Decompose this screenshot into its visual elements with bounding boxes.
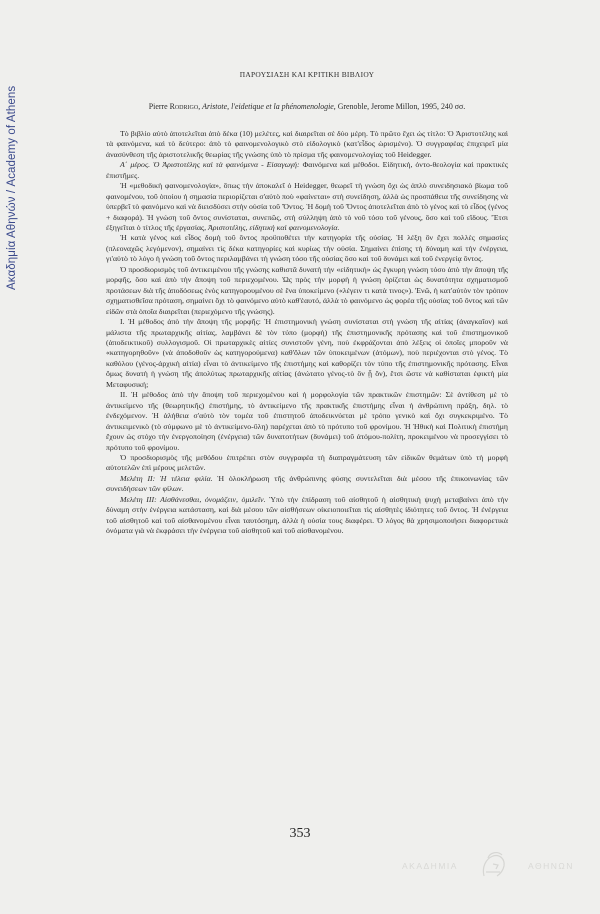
part-a-heading: Α΄ μέρος. Ὁ Ἀριστοτέλης καὶ τὰ φαινόμενα - Εἰσαγωγή: — [120, 160, 300, 170]
study-3-heading: Μελέτη ΙΙΙ: Αἰσθάνεσθαι, ὀνομάζειν, ὁμιλεῖν. — [120, 494, 266, 504]
reference-details: , Grenoble, Jerome Millon, 1995, 240 σσ. — [333, 102, 466, 112]
paragraph-genus-species: Ἡ κατὰ γένος καὶ εἶδος δομὴ τοῦ ὄντος προϋποθέτει τὴν κατηγορία τῆς οὐσίας. Ἡ λέξη ὂν ἔχει πολλὲς σημασίες (πλεοναχῶς λεγόμενον), σημαίνει τὶς δέκα κατηγορίες καὶ κυρίως τὴν οὐσία. Σημαίνει ἐπίσης τὴ δύναμη καὶ τὴν ἐνέργεια, γι'αὐτὸ τὸ λόγο ἡ γνώση τοῦ ὄντος περιλαμβάνει τὴ γνώση τόσο τῆς οὐσίας ὅσο καὶ τοῦ δυνάμει καὶ τοῦ ἐνεργείᾳ ὄντος. — [106, 233, 508, 264]
page-number: 353 — [289, 826, 311, 841]
paragraph-part-a — [106, 160, 508, 181]
athena-head-icon — [476, 850, 510, 880]
phenomenology-title-italic: Ἀριστοτέλης, εἰδητικὴ καὶ φαινομενολογία. — [206, 222, 340, 232]
paragraph-method-content: ΙΙ. Ἡ μέθοδος ἀπὸ τὴν ἄποψη τοῦ περιεχομένου καὶ ἡ μορφολογία τῶν πρακτικῶν ἐπιστημῶν: Σὲ ἀντίθεση μὲ τὸ ἀντικείμενο τῆς (θεωρητικῆς) ἐπιστήμης, τὸ ἀντικείμενο τῆς πρακτικῆς ἐπιστήμης εἶναι ἡ ἀνθρώπινη πράξη, δηλ. τὸ ἐνδεχόμενον. Ἡ ἀλήθεια σ'αὐτὸ τὸν τομέα τοῦ ἐπιστητοῦ ἀποδεικνύεται μὲ τρόπο γενικὸ καὶ ὄχι συγκεκριμένο. Τὸ ἀντικειμενικὸ (τὸ σύμφωνο μὲ τὸ ἀντικείμενο-ὕλη) παρέχεται ἀπὸ τὸ πρότυπο τοῦ φρονίμου. Ἡ Ἠθικὴ καὶ Πολιτικὴ ἐπιστήμη ἔχουν ὡς στόχο τὴν ἐνεργοποίηση (ἐνέργεια) τῶν δυνατοτήτων (δυνάμει) τοῦ ἀτόμου-πολίτη, προκειμένου νὰ προσεγγίσει τὸ πρότυπο τοῦ φρονίμου. — [106, 390, 508, 452]
paragraph-methodical-phenomenology — [106, 181, 508, 233]
watermark-left-text: ΑΚΑΔΗΜΙΑ — [402, 861, 458, 871]
part-a-text: Φαινόμενα καὶ μέθοδοι. Εἰδητική, ὀντο-θεολογία καὶ πρακτικὲς ἐπιστῆμες. — [106, 160, 508, 180]
reference-author-first: Pierre — [148, 102, 170, 112]
study-3-text: Ὑπὸ τὴν ἐπίδραση τοῦ αἰσθητοῦ ἡ αἰσθητικὴ ψυχὴ μεταβαίνει ἀπὸ τὴν δύναμη στὴν ἐνέργεια κατάσταση, καὶ διὰ μέσου τῶν αἰσθήσεων οἰκειοποιεῖται τὶς αἰσθητὲς ἰδιότητες τοῦ ὄντος. Ἡ ἐνέργεια τοῦ αἰσθητοῦ καὶ τοῦ αἰσθανομένου εἶναι ταυτόσημη, ἀλλὰ ἡ οὐσία τους διαφέρει. Ὁ λόγος θὰ χρησιμοποιήσει διαφορετικὰ ὀνόματα γιὰ νὰ ἐκφράσει τὴν ἐνέργεια τοῦ αἰσθητοῦ καὶ τοῦ αἰσθανομένου. — [106, 494, 508, 536]
study-2-heading: Μελέτη ΙΙ: Ἡ τέλεια φιλία. — [120, 473, 213, 483]
paragraph-intro: Τὸ βιβλίο αὐτὸ ἀποτελεῖται ἀπὸ δέκα (10) μελέτες, καὶ διαιρεῖται σὲ δύο μέρη. Τὸ πρῶτο ἔχει ὡς τίτλο: Ὁ Ἀριστοτέλης καὶ τὰ φαινόμενα, καὶ τὸ δεύτερο: ἀπὸ τὸ φαινομενολογικὸ στὸ εἰδολογικὸ (κατ'εἶδος ὡρισμένο). Ὁ συγγραφέας ἐπιχειρεῖ μία ἀνασύνθεση τῆς ἀριστοτελικῆς θεωρίας τῆς γνώσης ὑπὸ τὸ πρίσμα τῆς φαινομενολογίας τοῦ Heidegger. — [106, 128, 508, 159]
paragraph-study-2 — [106, 474, 508, 495]
paragraph-study-3 — [106, 495, 508, 537]
study-2-text: Ἡ ὁλοκλήρωση τῆς ἀνθρώπινης φύσης συντελεῖται διὰ μέσου τῆς ἐπικοινωνίας τῶν συνειδήσεων τῶν φίλων. — [106, 473, 508, 494]
document-page — [106, 70, 508, 537]
running-head: ΠΑΡΟΥΣΙΑΣΗ ΚΑΙ ΚΡΙΤΙΚΗ ΒΙΒΛΙΟΥ — [239, 70, 375, 79]
book-reference: Pierre Rodrigo, Aristote, l'eidetique et la phénomenologie, Grenoble, Jerome Millon, 1995, 240 σσ. — [148, 102, 466, 112]
watermark-right-text: ΑΘΗΝΩΝ — [528, 861, 574, 871]
phenomenology-text: Ἡ «μεθοδικὴ φαινομενολογία», ὅπως τὴν ἀποκαλεῖ ὁ Heidegger, θεωρεῖ τὴ γνώση ὄχι ὡς ἁπλὸ συνειδησιακὸ βίωμα τοῦ φαινομένου, τοῦ ὁποίου ἡ σημασία περιορίζεται σ'αὐτὸ ποὺ «φαίνεται» στὴ συνείδηση, ἀλλὰ ὡς προσπάθεια τῆς συνείδησης νὰ ὑπερβεῖ τὸ φαινόμενο καὶ νὰ διεισδύσει στὴν οὐσία τοῦ Ὄντος. Ἡ δομὴ τοῦ Ὄντος ἀποτελεῖται ἀπὸ τὸ γένος καὶ τὸ εἶδος (γένος + διαφορά). Ἡ γνώση τοῦ ὄντος συνίσταται, συνεπῶς, στὴ σύλληψη ἀπὸ τὸ νοῦ τόσο τοῦ γένους, ὅσο καὶ τοῦ εἴδους. Ἔτσι ἐξηγεῖται ὁ τίτλος τῆς ἐργασίας, — [106, 181, 508, 232]
paragraph-method-definition: Ὁ προσδιορισμὸς τῆς μεθόδου ἐπιτρέπει στὸν συγγραφέα τὴ διαπραγμάτευση τῶν εἰδικῶν θεμάτων ὑπὸ τὴ μορφὴ αὐτοτελῶν ἐπὶ μέρους μελετῶν. — [106, 452, 508, 473]
paragraph-object-of-knowledge: Ὁ προσδιορισμὸς τοῦ ἀντικειμένου τῆς γνώσης καθιστᾶ δυνατὴ τὴν «εἰδητική» ὡς ἔγκυρη γνώση τόσο ἀπὸ τὴν ἄποψη τῆς μορφῆς, ὅσο καὶ ἀπὸ τὴν ἄποψη τοῦ περιεχομένου. Ὡς πρὸς τὴν μορφὴ ἡ γνώση ὁρίζεται ὡς δυνατότητα σχηματισμοῦ προτάσεων διὰ τῆς ἀποδόσεως ἑνὸς κατηγορουμένου σὲ ἕνα ὑποκείμενο («λέγειν τι κατὰ τινος»). Ἐνῶ, ἡ κατ'αὐτὸν τὸν τρόπον σχηματισθεῖσα πρόταση, σημαίνει ὄχι τὸ φαινόμενο αὐτὸ καθ'ἑαυτό, ἀλλὰ τὸ φαινόμενο ὡς φορέα τῆς οὐσίας τοῦ ὄντος καὶ τῶν εἰδῶν στὰ ὁποῖα διαιρεῖται (περιεχόμενο τῆς γνώσης). — [106, 264, 508, 316]
reference-author-last: Rodrigo — [169, 102, 199, 112]
reference-title: Aristote, l'eidetique et la phénomenologie — [202, 102, 334, 112]
paragraph-method-form: Ι. Ἡ μέθοδος ἀπὸ τὴν ἄποψη τῆς μορφῆς: Ἡ ἐπιστημονικὴ γνώση συνίσταται στὴ γνώση τῆς αἰτίας (ἀναγκαῖον) καὶ μάλιστα τῆς πρωταρχικῆς αἰτίας, λαμβάνει δὲ τὸν τύπο (μορφὴ) τῆς ἐπιστημονικῆς πρότασης καὶ τοῦ ἐπιστημονικοῦ (ἀποδεικτικοῦ) συλλογισμοῦ. Οἱ πρωταρχικὲς αἰτίες συνιστοῦν γένη, ποὺ ἐκφράζονται ἀπὸ λέξεις οἱ ὁποῖες μποροῦν νὰ «κατηγορηθοῦν» (νὰ ἀποδοθοῦν ὡς κατηγορούμενα) καθ'ὅλων τῶν ὑποκειμένων (ἀτόμων), ποὺ περιέχονται στὸ γένος. Τὸ καθόλου (γένος-ἀρχικὴ αἰτία) εἶναι τὸ ἀντικείμενο τῆς ἐπιστήμης καὶ καθορίζει τὸν τύπο τῆς ἐπιστημονικῆς πρότασης. Εἶναι ὅμως δυνατὴ ἡ γνώση τῆς ἀπολύτως πρωταρχικῆς αἰτίας (ἀνώτατο γένος-τὸ ὂν ᾗ ὄν), ἔτσι ὥστε νὰ καθίσταται ἐφικτὴ μία Μεταφυσική; — [106, 317, 508, 389]
academy-watermark — [398, 853, 598, 879]
archive-side-label: Ακαδημία Αθηνών / Academy of Athens — [6, 85, 18, 290]
